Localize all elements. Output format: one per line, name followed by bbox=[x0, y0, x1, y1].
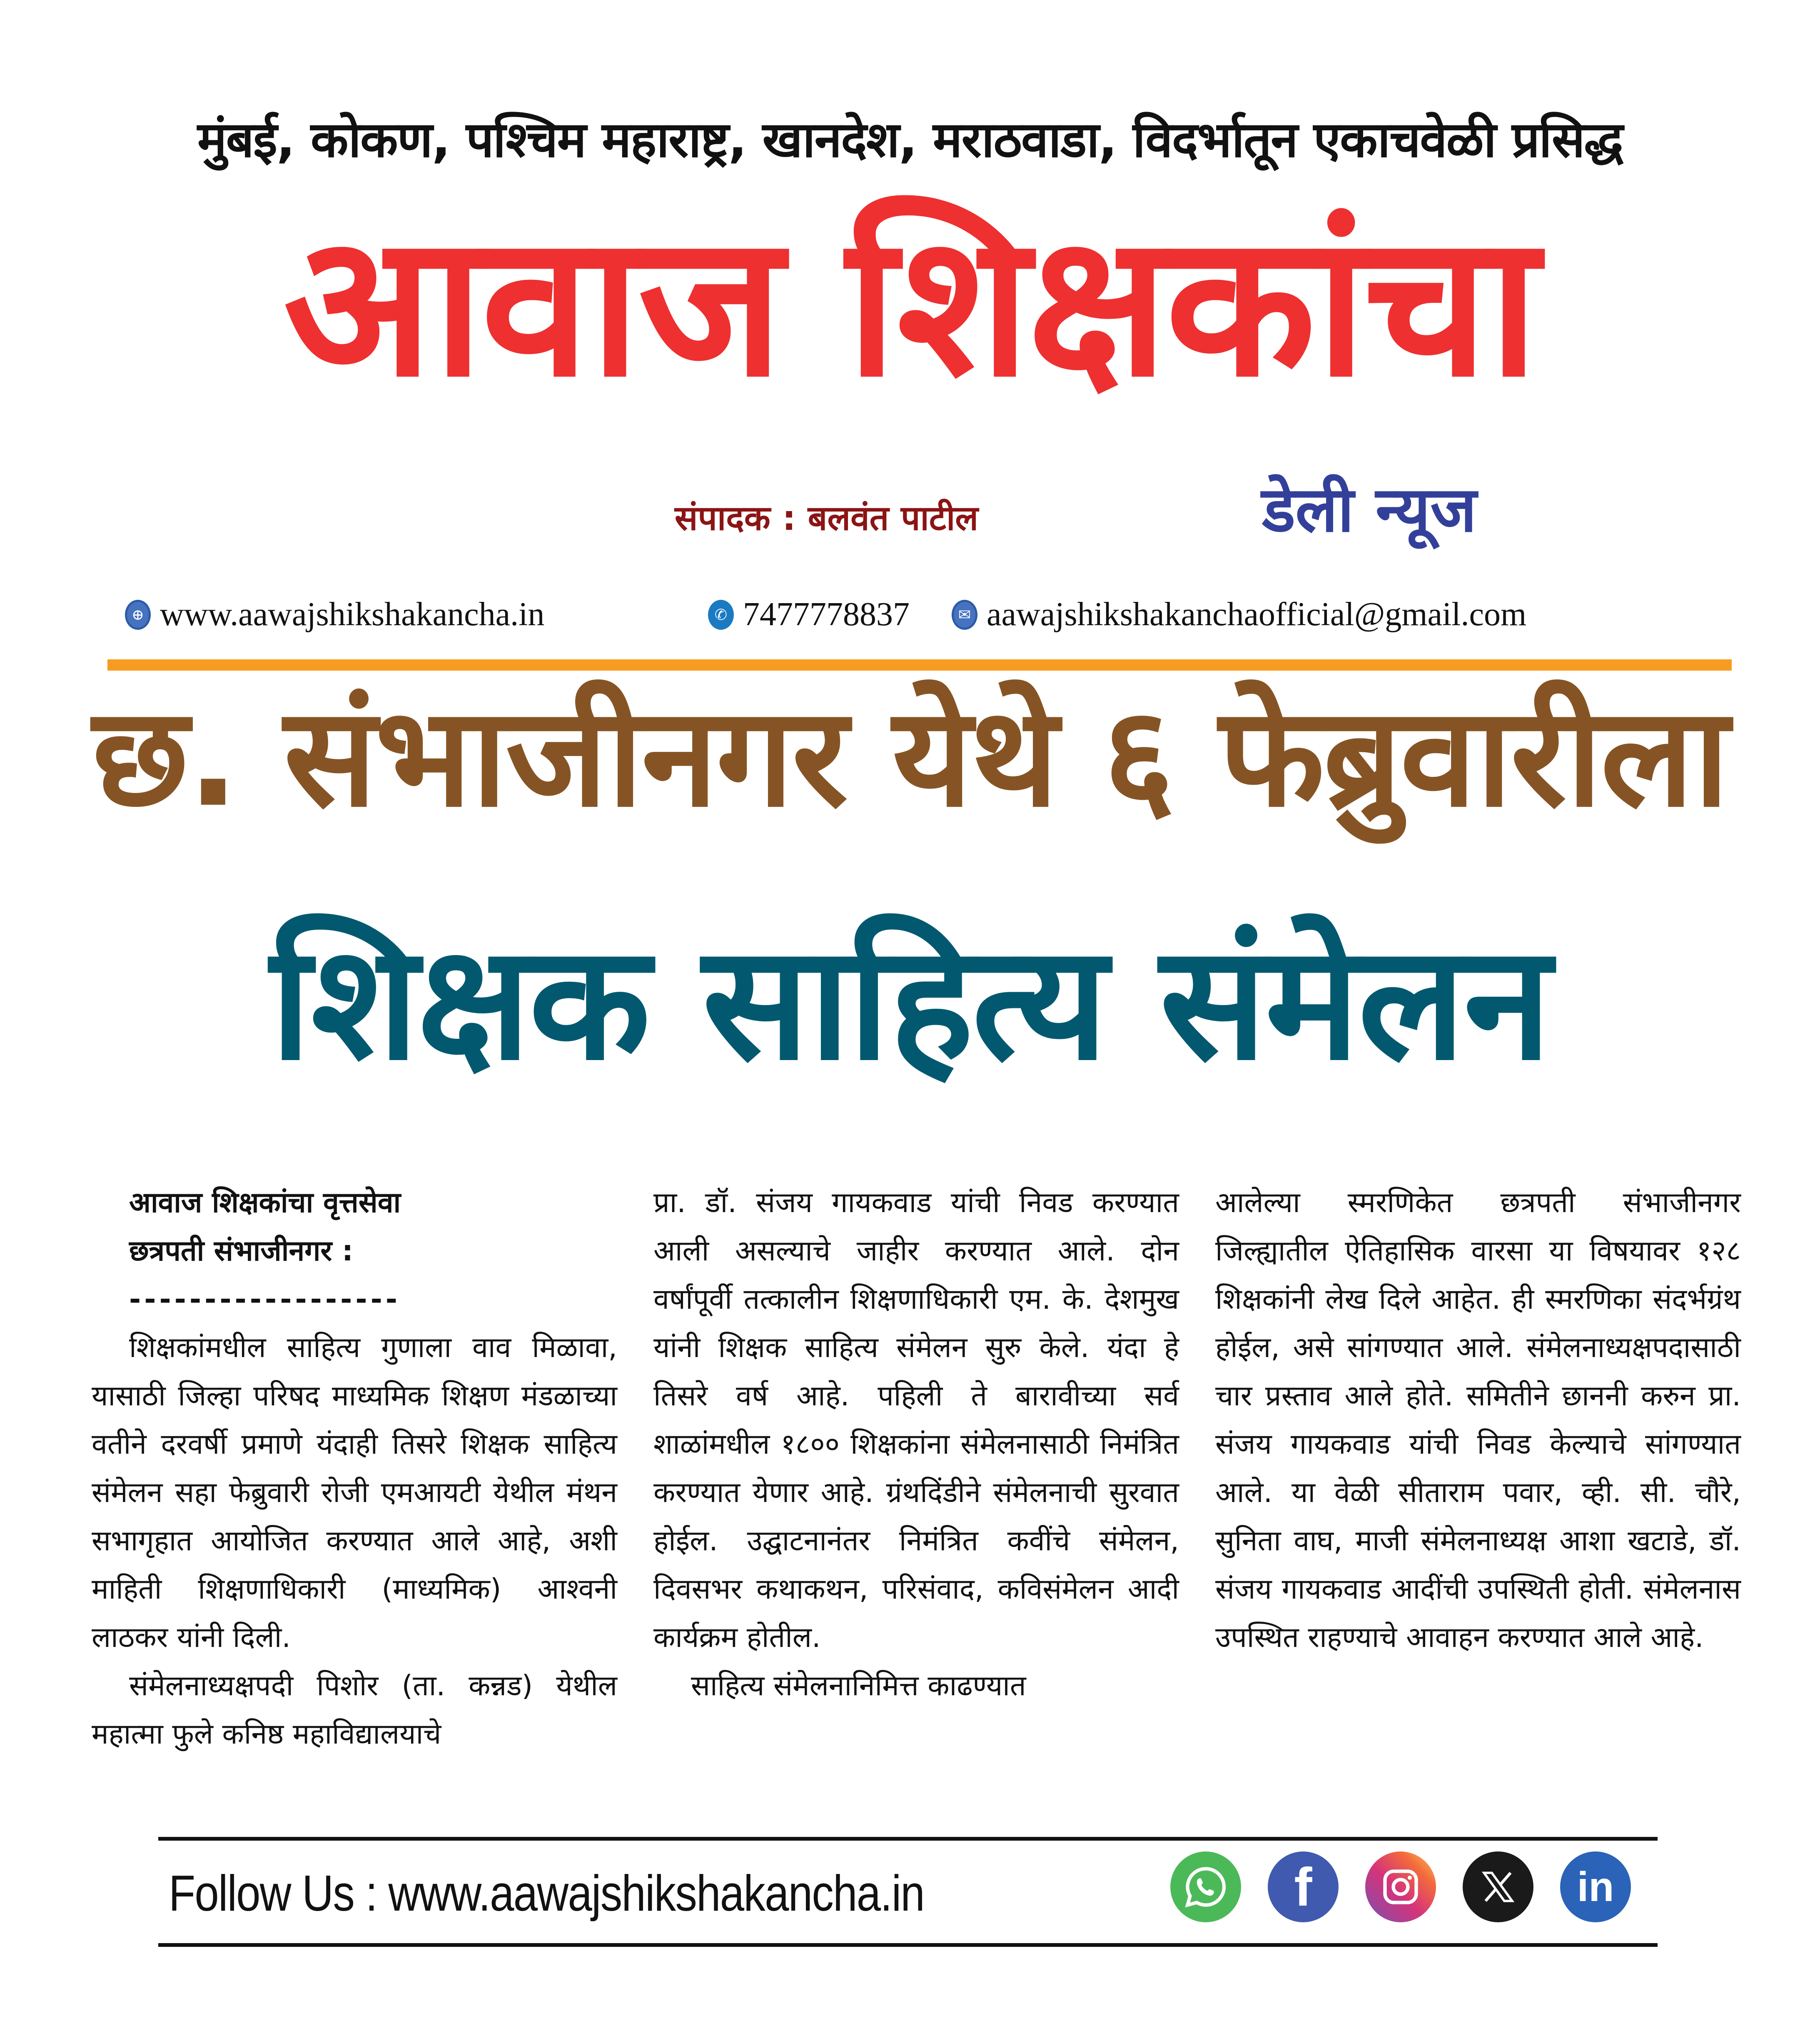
footer-bottom-rule bbox=[158, 1943, 1658, 1947]
article-column-2 bbox=[653, 1179, 1179, 1779]
email-address[interactable]: aawajshikshakanchaofficial@gmail.com bbox=[987, 596, 1527, 633]
facebook-icon[interactable]: f bbox=[1268, 1851, 1339, 1922]
editor-credit: संपादक : बलवंत पाटील bbox=[675, 499, 978, 538]
coverage-tagline: मुंबई, कोकण, पश्चिम महाराष्ट्र, खानदेश, मराठवाडा, विदर्भातून एकाचवेळी प्रसिद्ध bbox=[197, 111, 1623, 168]
article-paragraph: संमेलनाध्यक्षपदी पिशोर (ता. कन्नड) येथील महात्मा फुले कनिष्ठ महाविद्यालयाचे bbox=[92, 1669, 617, 1751]
linkedin-icon[interactable]: in bbox=[1560, 1851, 1631, 1922]
byline-place: छत्रपती संभाजीनगर : bbox=[129, 1235, 354, 1268]
header-divider bbox=[107, 659, 1732, 671]
article-paragraph: शिक्षकांमधील साहित्य गुणाला वाव मिळावा, यासाठी जिल्हा परिषद माध्यमिक शिक्षण मंडळाच्या वतीने दरवर्षी प्रमाणे यंदाही तिसरे शिक्षक साहित्य संमेलन सहा फेब्रुवारी रोजी एमआयटी येथील मंथन सभागृहात आयोजित करण्यात आले आहे, अशी माहिती शिक्षणाधिकारी (माध्यमिक) आश्वनी लाठकर यांनी दिली. bbox=[92, 1331, 617, 1654]
article-column-1 bbox=[92, 1179, 617, 1779]
instagram-icon[interactable] bbox=[1365, 1851, 1436, 1922]
phone-icon: ✆ bbox=[708, 600, 734, 630]
byline-source: आवाज शिक्षकांचा वृत्तसेवा bbox=[129, 1186, 401, 1219]
article-body bbox=[92, 1179, 1741, 1779]
footer-top-rule bbox=[158, 1837, 1658, 1841]
whatsapp-glyph-icon bbox=[1183, 1864, 1229, 1910]
edition-label: डेली न्यूज bbox=[1262, 474, 1477, 546]
email-contact[interactable] bbox=[952, 596, 1526, 634]
article-column-3 bbox=[1215, 1179, 1741, 1779]
whatsapp-icon[interactable] bbox=[1170, 1851, 1241, 1922]
byline-separator: ------------------ bbox=[129, 1283, 401, 1316]
envelope-icon: ✉ bbox=[952, 600, 977, 630]
headline-line-2: शिक्षक साहित्य संमेलन bbox=[270, 911, 1550, 1095]
website-contact[interactable] bbox=[125, 596, 544, 634]
x-glyph-icon bbox=[1479, 1868, 1517, 1906]
article-paragraph: आलेल्या स्मरणिकेत छत्रपती संभाजीनगर जिल्ह्यातील ऐतिहासिक वारसा या विषयावर १२८ शिक्षकांनी लेख दिले आहेत. ही स्मरणिका संदर्भग्रंथ होईल, असे सांगण्यात आले. संमेलनाध्यक्षपदासाठी चार प्रस्ताव आले होते. समितीने छाननी करुन प्रा. संजय गायकवाड यांची निवड केल्याचे सांगण्यात आले. या वेळी सीताराम पवार, व्ही. सी. चौरे, सुनिता वाघ, माजी संमेलनाध्यक्ष आशा खटाडे, डॉ. संजय गायकवाड आदींची उपस्थिती होती. संमेलनास उपस्थित राहण्याचे आवाहन करण्यात आले आहे. bbox=[1215, 1186, 1741, 1654]
globe-icon: ⊕ bbox=[125, 600, 151, 630]
footer bbox=[158, 1841, 1658, 1933]
headline-line-1: छ. संभाजीनगर येथे ६ फेब्रुवारीला bbox=[92, 677, 1728, 837]
x-twitter-icon[interactable] bbox=[1463, 1851, 1533, 1922]
contact-bar bbox=[0, 596, 1820, 641]
newspaper-masthead: आवाज शिक्षकांचा bbox=[283, 192, 1537, 420]
instagram-glyph-icon bbox=[1380, 1866, 1421, 1908]
phone-contact[interactable] bbox=[708, 596, 910, 634]
follow-us-link[interactable]: Follow Us : www.aawajshikshakancha.in bbox=[169, 1865, 925, 1921]
phone-number[interactable]: 7477778837 bbox=[743, 596, 910, 633]
article-paragraph: प्रा. डॉ. संजय गायकवाड यांची निवड करण्यात आली असल्याचे जाहीर करण्यात आले. दोन वर्षांपूर्वी तत्कालीन शिक्षणाधिकारी एम. के. देशमुख यांनी शिक्षक साहित्य संमेलन सुरु केले. यंदा हे तिसरे वर्ष आहे. पहिली ते बारावीच्या सर्व शाळांमधील १८०० शिक्षकांना संमेलनासाठी निमंत्रित करण्यात येणार आहे. ग्रंथदिंडीने संमेलनाची सुरवात होईल. उद्घाटनानंतर निमंत्रित कवींचे संमेलन, दिवसभर कथाकथन, परिसंवाद, कविसंमेलन आदी कार्यक्रम होतील. bbox=[653, 1186, 1179, 1654]
website-link[interactable]: www.aawajshikshakancha.in bbox=[160, 596, 545, 633]
social-icons bbox=[1170, 1851, 1631, 1922]
article-paragraph: साहित्य संमेलनानिमित्त काढण्यात bbox=[691, 1669, 1026, 1702]
